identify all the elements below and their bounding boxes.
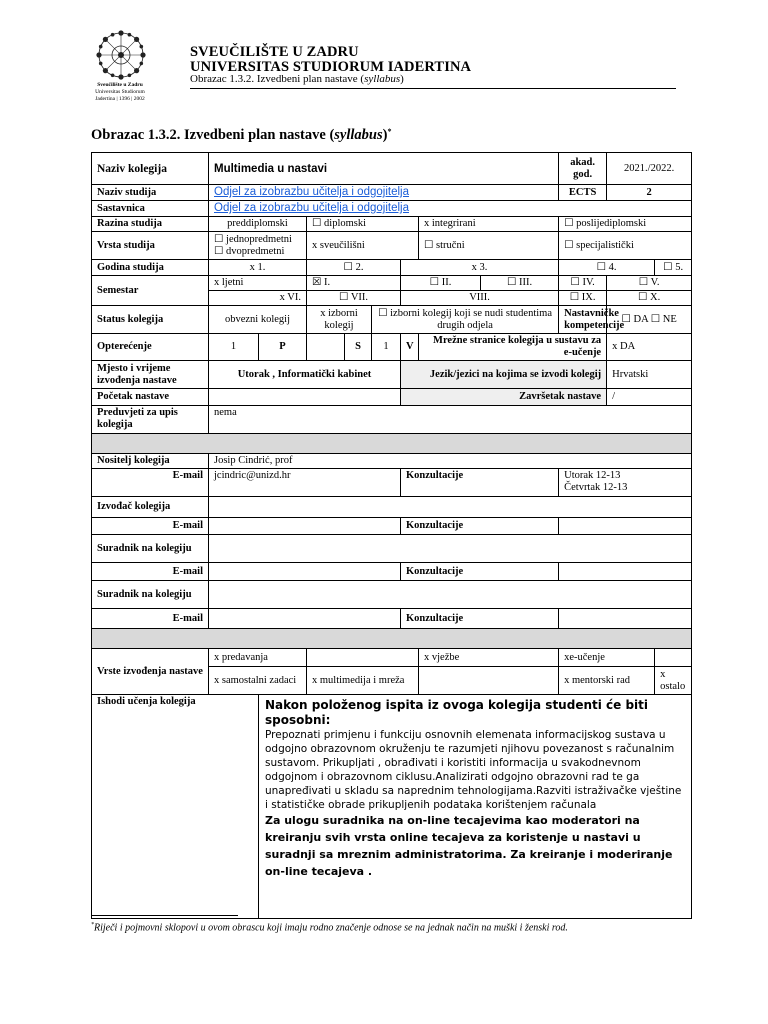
associate-value: [209, 535, 692, 563]
semester-option: ☐ II.: [401, 276, 481, 291]
start-value: [209, 389, 401, 406]
web-pages-value: x DA: [607, 334, 692, 361]
header-divider: [190, 88, 676, 89]
associate-label: Suradnik na kolegiju: [92, 535, 209, 563]
study-name-value[interactable]: [209, 185, 559, 201]
lecturer-value: Josip Cindrić, prof: [209, 454, 692, 469]
table-row: [92, 260, 692, 276]
workload-cell: V: [401, 334, 419, 361]
footnote-text: Riječi i pojmovni sklopovi u ovom obrascu koji imaju rodno značenje odnose se na jednak način na muški i ženski rod.: [94, 922, 568, 934]
header-form-italic: syllabus: [364, 73, 401, 85]
table-row: [92, 649, 692, 667]
teaching-type: xe-učenje: [559, 649, 655, 667]
email-label: E-mail: [92, 563, 209, 581]
table-row: [92, 609, 692, 629]
ects-value: 2: [607, 185, 692, 201]
place-time-value: Utorak , Informatički kabinet: [209, 361, 401, 389]
level-label: Razina studija: [92, 217, 209, 232]
semester-option: ☒ I.: [307, 276, 401, 291]
table-row: [92, 217, 692, 232]
teaching-type: x predavanja: [209, 649, 307, 667]
teaching-type: [307, 649, 419, 667]
teaching-type: x mentorski rad: [559, 667, 655, 695]
course-name-label: Naziv kolegija: [92, 153, 209, 185]
level-option: ☐ poslijediplomski: [559, 217, 692, 232]
syllabus-table: [91, 152, 692, 919]
type-option: ☐ specijalistički: [559, 232, 692, 260]
outcomes-tail: Za ulogu suradnika na on-line tecajevima kao moderatori na kreiranju svih vrsta online tecajeva za koristenje u nastavi u suradnji sa mreznim administratorima. Za kreiranje i moderiranje on-line tecajeva .: [265, 814, 673, 878]
prerequisites-label: Preduvjeti za upis kolegija: [92, 406, 209, 434]
separator-cell: [92, 629, 692, 649]
semester-option: VIII.: [401, 291, 559, 306]
logo-caption-line: Jadertina | 1396 | 2002: [95, 96, 145, 102]
table-row: [92, 563, 692, 581]
separator-cell: [92, 434, 692, 454]
lecturer-label: Nositelj kolegija: [92, 454, 209, 469]
study-name-label: Naziv studija: [92, 185, 209, 201]
academic-year-value: 2021./2022.: [607, 153, 692, 185]
workload-cell: S: [345, 334, 372, 361]
status-option: obvezni kolegij: [209, 306, 307, 334]
semester-option: x VI.: [209, 291, 307, 306]
university-name: SVEUČILIŠTE U ZADRU: [190, 44, 359, 60]
table-row-separator: [92, 629, 692, 649]
language-value: Hrvatski: [607, 361, 692, 389]
table-row: [92, 232, 692, 260]
unit-link[interactable]: Odjel za izobrazbu učitelja i odgojitelja: [214, 202, 409, 214]
consultations-line: Utorak 12-13: [564, 470, 621, 481]
study-name-link[interactable]: Odjel za izobrazbu učitelja i odgojitelja: [214, 186, 409, 198]
footnote-divider: [91, 915, 238, 916]
associate-email: [209, 609, 401, 629]
type-label: Vrsta studija: [92, 232, 209, 260]
semester-option: ☐ IV.: [559, 276, 607, 291]
semester-option: ☐ III.: [481, 276, 559, 291]
web-pages-label: Mrežne stranice kolegija u sustavu za e-učenje: [419, 334, 607, 361]
type-option-line: ☐ dvopredmetni: [214, 245, 285, 257]
table-row: [92, 406, 692, 434]
year-label: Godina studija: [92, 260, 209, 276]
associate-email: [209, 563, 401, 581]
lecturer-email: jcindric@unizd.hr: [209, 469, 401, 497]
title-italic: syllabus: [334, 127, 383, 143]
instructor-email: [209, 518, 401, 535]
university-latin-name: UNIVERSITAS STUDIORUM IADERTINA: [190, 59, 472, 75]
logo-caption-line: Universitas Studiorum: [95, 89, 145, 95]
type-option-line: ☐ jednopredmetni: [214, 233, 292, 245]
table-row-separator: [92, 434, 692, 454]
associate-consultations: [559, 563, 692, 581]
status-option: x izborni kolegij: [307, 306, 372, 334]
consultations-line: Četvrtak 12-13: [564, 482, 628, 493]
outcomes-label: Ishodi učenja kolegija: [92, 695, 259, 919]
header-form-prefix: Obrazac 1.3.2. Izvedbeni plan nastave (: [190, 73, 365, 85]
consultations-label: Konzultacije: [401, 563, 559, 581]
table-row: [92, 306, 692, 334]
status-option: ☐ izborni kolegij koji se nudi studentima drugih odjela: [372, 306, 559, 334]
footnote: [91, 922, 568, 933]
logo-caption: [70, 82, 170, 103]
email-label: E-mail: [92, 469, 209, 497]
table-row: [92, 497, 692, 518]
table-row: [92, 153, 692, 185]
ects-label: ECTS: [559, 185, 607, 201]
type-option: ☐ stručni: [419, 232, 559, 260]
instructor-label: Izvođač kolegija: [92, 497, 209, 518]
end-label: Završetak nastave: [401, 389, 607, 406]
table-row: [92, 389, 692, 406]
semester-option: ☐ X.: [607, 291, 692, 306]
workload-cell: 1: [209, 334, 259, 361]
semester-label: Semestar: [92, 276, 209, 306]
table-row: [92, 518, 692, 535]
logo-caption-line: Sveučilište u Zadru: [97, 82, 143, 88]
table-row: [92, 276, 692, 291]
teaching-type: [419, 667, 559, 695]
associate-label: Suradnik na kolegiju: [92, 581, 209, 609]
table-row: [92, 469, 692, 497]
outcomes-body: Prepoznati primjenu i funkciju osnovnih elemenata informacijskog sustava u odgojno obrazovnom okruženju te razumjeti njihovu povezanost s računalnim sustavom. Prikupljati , obrađivati i koristiti informacija u svakodnevnom odgojnom i obrazovnom ciklusu.Analizirati odgojno obrazovni rad te ga unapređivati u skladu sa naprednim tehnologijama.Razviti istraživačke vještine i statističke obrade prikupljenih podataka korištenjem računala: [265, 729, 682, 811]
unit-label: Sastavnica: [92, 201, 209, 217]
table-row: [92, 454, 692, 469]
consultations-label: Konzultacije: [401, 469, 559, 497]
teaching-type: x multimedija i mreža: [307, 667, 419, 695]
course-name-value: Multimedia u nastavi: [209, 153, 559, 185]
page-title: [91, 127, 391, 144]
email-label: E-mail: [92, 518, 209, 535]
email-label: E-mail: [92, 609, 209, 629]
semester-option: ☐ VII.: [307, 291, 401, 306]
table-row: [92, 361, 692, 389]
year-option: ☐ 4.: [559, 260, 655, 276]
outcomes-value: [259, 695, 692, 919]
workload-cell: P: [259, 334, 307, 361]
year-option: ☐ 2.: [307, 260, 401, 276]
competences-label: Nastavničke kompetencije: [559, 306, 607, 334]
title-footnote-mark: *: [387, 127, 392, 136]
end-value: /: [607, 389, 692, 406]
table-row: [92, 581, 692, 609]
teaching-type: x ostalo: [655, 667, 692, 695]
type-option: x sveučilišni: [307, 232, 419, 260]
title-suffix: ): [382, 127, 388, 143]
header-form-suffix: ): [400, 73, 404, 85]
place-time-label: Mjesto i vrijeme izvođenja nastave: [92, 361, 209, 389]
unit-value[interactable]: [209, 201, 692, 217]
semester-option: ☐ V.: [607, 276, 692, 291]
workload-cell: [307, 334, 345, 361]
teaching-types-label: Vrste izvođenja nastave: [92, 649, 209, 695]
prerequisites-value: nema: [209, 406, 692, 434]
type-option-single: [209, 232, 307, 260]
table-row: [92, 695, 692, 919]
lecturer-consultations: [559, 469, 692, 497]
instructor-value: [209, 497, 692, 518]
associate-consultations: [559, 609, 692, 629]
consultations-label: Konzultacije: [401, 518, 559, 535]
year-option: ☐ 5.: [655, 260, 692, 276]
level-option: x integrirani: [419, 217, 559, 232]
semester-option: x ljetni: [209, 276, 307, 291]
consultations-label: Konzultacije: [401, 609, 559, 629]
year-option: x 1.: [209, 260, 307, 276]
table-row: [92, 334, 692, 361]
footnote-mark: *: [91, 922, 94, 928]
outcomes-lead: Nakon položenog ispita iz ovoga kolegija studenti će biti sposobni:: [265, 698, 649, 727]
language-label: Jezik/jezici na kojima se izvodi kolegij: [401, 361, 607, 389]
instructor-consultations: [559, 518, 692, 535]
semester-option: ☐ IX.: [559, 291, 607, 306]
header-form-subtitle: [190, 73, 404, 85]
title-prefix: Obrazac 1.3.2. Izvedbeni plan nastave (: [91, 127, 335, 143]
teaching-type: x vježbe: [419, 649, 559, 667]
academic-year-label: akad. god.: [559, 153, 607, 185]
table-row: [92, 185, 692, 201]
teaching-type: x samostalni zadaci: [209, 667, 307, 695]
level-option: ☐ diplomski: [307, 217, 419, 232]
workload-cell: 1: [372, 334, 401, 361]
table-row: [92, 535, 692, 563]
workload-label: Opterećenje: [92, 334, 209, 361]
teaching-type: [655, 649, 692, 667]
associate-value: [209, 581, 692, 609]
level-option: preddiplomski: [209, 217, 307, 232]
status-label: Status kolegija: [92, 306, 209, 334]
table-row: [92, 201, 692, 217]
competences-value: ☐ DA ☐ NE: [607, 306, 692, 334]
year-option: x 3.: [401, 260, 559, 276]
start-label: Početak nastave: [92, 389, 209, 406]
